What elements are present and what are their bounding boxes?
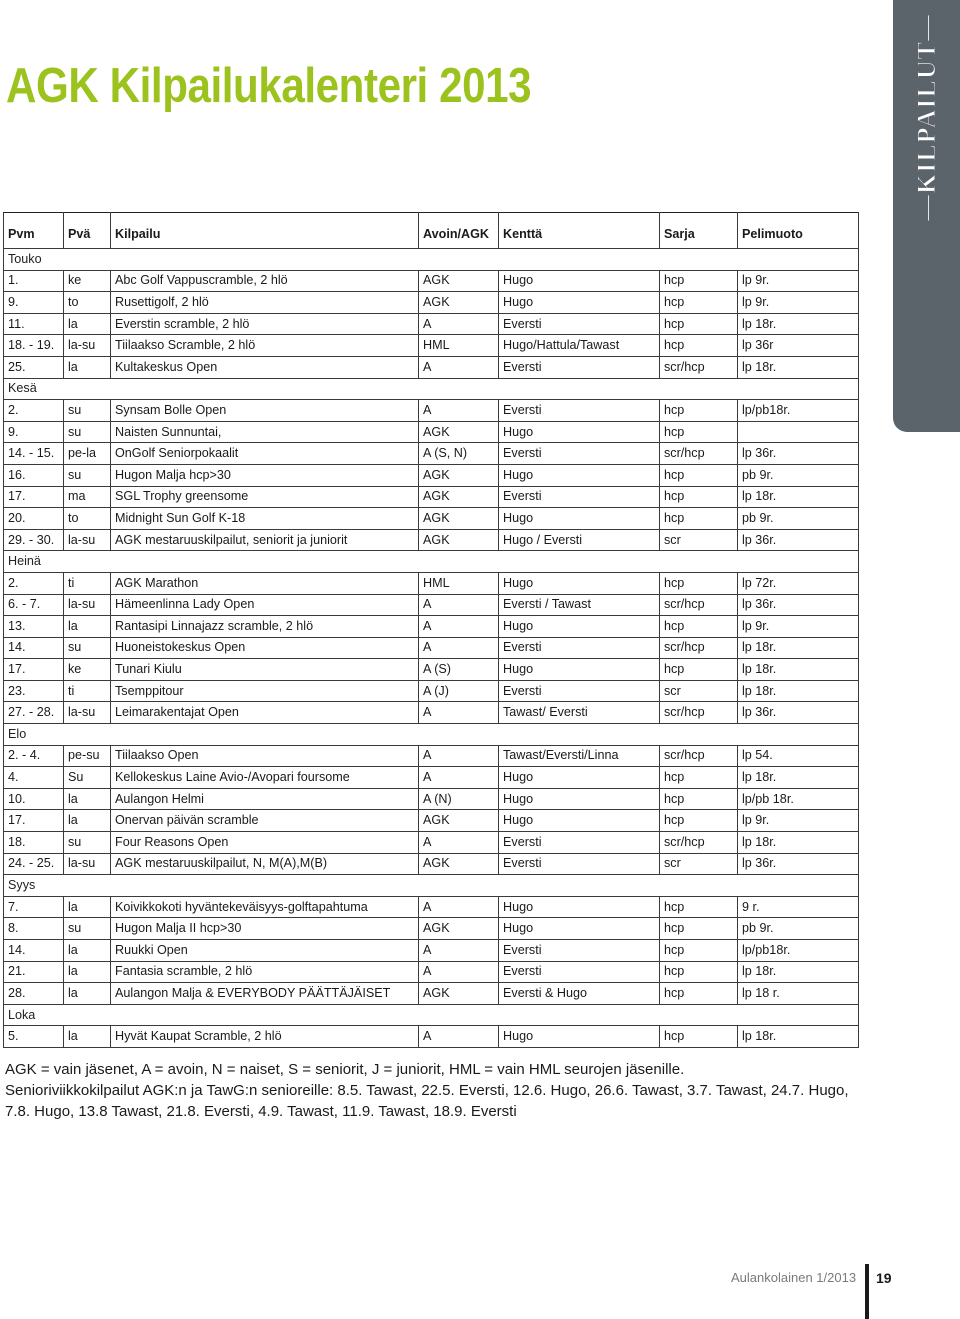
format-cell: lp 18r. [738, 680, 859, 702]
month-header-row [4, 724, 859, 746]
weekday-cell: pe-su [64, 745, 111, 767]
table-row [4, 616, 859, 638]
weekday-cell: la [64, 896, 111, 918]
weekday-cell: ke [64, 270, 111, 292]
section-tab [893, 0, 960, 432]
competition-cell: Fantasia scramble, 2 hlö [111, 961, 419, 983]
access-cell: AGK [419, 464, 499, 486]
competition-cell: AGK Marathon [111, 572, 419, 594]
course-cell: Eversti [499, 356, 660, 378]
table-row [4, 270, 859, 292]
series-cell: scr/hcp [660, 594, 738, 616]
format-cell: lp 18r. [738, 486, 859, 508]
series-cell: scr [660, 853, 738, 875]
column-header: Kilpailu [111, 213, 419, 249]
month-label: Heinä [4, 551, 859, 573]
competition-cell: Aulangon Malja & EVERYBODY PÄÄTTÄJÄISET [111, 983, 419, 1005]
table-row [4, 940, 859, 962]
course-cell: Eversti [499, 940, 660, 962]
date-cell: 17. [4, 659, 64, 681]
competition-cell: OnGolf Seniorpokaalit [111, 443, 419, 465]
access-cell: AGK [419, 292, 499, 314]
competition-cell: Onervan päivän scramble [111, 810, 419, 832]
access-cell: A (S) [419, 659, 499, 681]
date-cell: 20. [4, 508, 64, 530]
course-cell: Eversti [499, 400, 660, 422]
format-cell: lp 9r. [738, 810, 859, 832]
month-label: Kesä [4, 378, 859, 400]
access-cell: A [419, 767, 499, 789]
access-cell: AGK [419, 983, 499, 1005]
competition-cell: Hyvät Kaupat Scramble, 2 hlö [111, 1026, 419, 1048]
format-cell: lp 36r. [738, 853, 859, 875]
course-cell: Hugo [499, 572, 660, 594]
series-cell: hcp [660, 788, 738, 810]
section-tab-label: —KILPAILUT— [911, 14, 941, 221]
series-cell: hcp [660, 400, 738, 422]
date-cell: 16. [4, 464, 64, 486]
weekday-cell: to [64, 508, 111, 530]
month-header-row [4, 378, 859, 400]
competition-cell: Midnight Sun Golf K-18 [111, 508, 419, 530]
legend-abbreviations: AGK = vain jäsenet, A = avoin, N = naiset, S = seniorit, J = juniorit, HML = vain HML seurojen jäsenille. [5, 1061, 685, 1078]
date-cell: 8. [4, 918, 64, 940]
competition-cell: Tunari Kiulu [111, 659, 419, 681]
format-cell: lp 9r. [738, 292, 859, 314]
course-cell: Hugo [499, 616, 660, 638]
course-cell: Hugo / Eversti [499, 529, 660, 551]
course-cell: Hugo [499, 1026, 660, 1048]
series-cell: scr/hcp [660, 443, 738, 465]
column-header: Kenttä [499, 213, 660, 249]
access-cell: A [419, 637, 499, 659]
table-row [4, 313, 859, 335]
series-cell: hcp [660, 464, 738, 486]
access-cell: A (S, N) [419, 443, 499, 465]
weekday-cell: su [64, 400, 111, 422]
weekday-cell: su [64, 637, 111, 659]
access-cell: A [419, 832, 499, 854]
format-cell: lp 36r. [738, 529, 859, 551]
format-cell: lp/pb18r. [738, 940, 859, 962]
weekday-cell: la [64, 1026, 111, 1048]
access-cell: AGK [419, 508, 499, 530]
page-title: AGK Kilpailukalenteri 2013 [6, 59, 532, 113]
table-row [4, 918, 859, 940]
course-cell: Hugo [499, 767, 660, 789]
course-cell: Eversti & Hugo [499, 983, 660, 1005]
weekday-cell: pe-la [64, 443, 111, 465]
competition-cell: Hugon Malja II hcp>30 [111, 918, 419, 940]
column-header: Pvä [64, 213, 111, 249]
weekday-cell: la [64, 616, 111, 638]
weekday-cell: la [64, 810, 111, 832]
format-cell: lp 18r. [738, 1026, 859, 1048]
competition-cell: Ruukki Open [111, 940, 419, 962]
competition-cell: Four Reasons Open [111, 832, 419, 854]
format-cell: lp 72r. [738, 572, 859, 594]
format-cell: lp 18r. [738, 659, 859, 681]
table-header-row [4, 213, 859, 249]
series-cell: scr/hcp [660, 702, 738, 724]
course-cell: Eversti [499, 486, 660, 508]
date-cell: 11. [4, 313, 64, 335]
competition-cell: Naisten Sunnuntai, [111, 421, 419, 443]
access-cell: A [419, 594, 499, 616]
series-cell: hcp [660, 572, 738, 594]
date-cell: 24. - 25. [4, 853, 64, 875]
series-cell: hcp [660, 616, 738, 638]
access-cell: HML [419, 572, 499, 594]
format-cell: lp 9r. [738, 616, 859, 638]
competition-cell: Huoneistokeskus Open [111, 637, 419, 659]
column-header: Pvm [4, 213, 64, 249]
access-cell: AGK [419, 270, 499, 292]
series-cell: hcp [660, 486, 738, 508]
month-header-row [4, 551, 859, 573]
series-cell: hcp [660, 1026, 738, 1048]
competition-cell: Tiilaakso Scramble, 2 hlö [111, 335, 419, 357]
competition-cell: Rantasipi Linnajazz scramble, 2 hlö [111, 616, 419, 638]
format-cell: lp 18r. [738, 637, 859, 659]
format-cell: lp 36r [738, 335, 859, 357]
course-cell: Eversti [499, 680, 660, 702]
format-cell: lp 18r. [738, 832, 859, 854]
format-cell: lp 18 r. [738, 983, 859, 1005]
date-cell: 9. [4, 292, 64, 314]
format-cell: lp 36r. [738, 443, 859, 465]
month-label: Elo [4, 724, 859, 746]
access-cell: A [419, 702, 499, 724]
table-row [4, 788, 859, 810]
access-cell: A [419, 356, 499, 378]
access-cell: AGK [419, 853, 499, 875]
publication-name: Aulankolainen 1/2013 [731, 1270, 857, 1285]
competition-cell: Everstin scramble, 2 hlö [111, 313, 419, 335]
table-row [4, 745, 859, 767]
weekday-cell: la [64, 356, 111, 378]
page-number: 19 [876, 1270, 892, 1286]
table-row [4, 659, 859, 681]
course-cell: Hugo [499, 421, 660, 443]
series-cell: hcp [660, 335, 738, 357]
course-cell: Hugo [499, 270, 660, 292]
date-cell: 10. [4, 788, 64, 810]
weekday-cell: su [64, 464, 111, 486]
course-cell: Hugo [499, 918, 660, 940]
table-row [4, 680, 859, 702]
date-cell: 5. [4, 1026, 64, 1048]
competition-cell: Tsemppitour [111, 680, 419, 702]
competition-cell: Hugon Malja hcp>30 [111, 464, 419, 486]
table-row [4, 810, 859, 832]
column-header: Sarja [660, 213, 738, 249]
access-cell: A [419, 313, 499, 335]
course-cell: Hugo [499, 292, 660, 314]
access-cell: A [419, 961, 499, 983]
table-row [4, 508, 859, 530]
table-row [4, 594, 859, 616]
date-cell: 25. [4, 356, 64, 378]
course-cell: Hugo/Hattula/Tawast [499, 335, 660, 357]
competition-cell: Koivikkokoti hyväntekeväisyys-golftapahtuma [111, 896, 419, 918]
competition-calendar-table [3, 212, 859, 1048]
competition-cell: SGL Trophy greensome [111, 486, 419, 508]
date-cell: 1. [4, 270, 64, 292]
table-row [4, 702, 859, 724]
format-cell: lp 18r. [738, 356, 859, 378]
series-cell: hcp [660, 508, 738, 530]
date-cell: 17. [4, 486, 64, 508]
date-cell: 2. [4, 572, 64, 594]
access-cell: AGK [419, 810, 499, 832]
series-cell: hcp [660, 270, 738, 292]
table-row [4, 1026, 859, 1048]
date-cell: 27. - 28. [4, 702, 64, 724]
access-cell: A [419, 896, 499, 918]
table-row [4, 853, 859, 875]
access-cell: A [419, 1026, 499, 1048]
weekday-cell: su [64, 832, 111, 854]
series-cell: scr/hcp [660, 356, 738, 378]
format-cell: pb 9r. [738, 464, 859, 486]
format-cell: lp 18r. [738, 767, 859, 789]
date-cell: 6. - 7. [4, 594, 64, 616]
weekday-cell: la-su [64, 594, 111, 616]
competition-cell: Synsam Bolle Open [111, 400, 419, 422]
month-header-row [4, 1004, 859, 1026]
series-cell: hcp [660, 659, 738, 681]
competition-cell: Abc Golf Vappuscramble, 2 hlö [111, 270, 419, 292]
weekday-cell: la-su [64, 853, 111, 875]
month-header-row [4, 875, 859, 897]
series-cell: hcp [660, 767, 738, 789]
date-cell: 18. [4, 832, 64, 854]
course-cell: Tawast/Eversti/Linna [499, 745, 660, 767]
month-label: Touko [4, 249, 859, 271]
series-cell: hcp [660, 292, 738, 314]
format-cell: 9 r. [738, 896, 859, 918]
weekday-cell: la-su [64, 529, 111, 551]
course-cell: Hugo [499, 659, 660, 681]
table-row [4, 356, 859, 378]
course-cell: Eversti [499, 637, 660, 659]
access-cell: A [419, 745, 499, 767]
table-row [4, 637, 859, 659]
date-cell: 23. [4, 680, 64, 702]
table-row [4, 400, 859, 422]
access-cell: A (N) [419, 788, 499, 810]
series-cell: hcp [660, 940, 738, 962]
weekday-cell: ke [64, 659, 111, 681]
format-cell: lp 18r. [738, 313, 859, 335]
date-cell: 14. - 15. [4, 443, 64, 465]
date-cell: 2. - 4. [4, 745, 64, 767]
competition-cell: AGK mestaruuskilpailut, N, M(A),M(B) [111, 853, 419, 875]
weekday-cell: to [64, 292, 111, 314]
course-cell: Eversti / Tawast [499, 594, 660, 616]
competition-cell: Leimarakentajat Open [111, 702, 419, 724]
footer-divider [865, 1264, 869, 1319]
month-label: Loka [4, 1004, 859, 1026]
weekday-cell: la [64, 961, 111, 983]
series-cell: hcp [660, 810, 738, 832]
series-cell: hcp [660, 961, 738, 983]
date-cell: 9. [4, 421, 64, 443]
table-row [4, 896, 859, 918]
format-cell: lp/pb 18r. [738, 788, 859, 810]
course-cell: Eversti [499, 313, 660, 335]
course-cell: Eversti [499, 443, 660, 465]
format-cell: lp 18r. [738, 961, 859, 983]
access-cell: AGK [419, 421, 499, 443]
access-cell: AGK [419, 486, 499, 508]
access-cell: A (J) [419, 680, 499, 702]
series-cell: hcp [660, 918, 738, 940]
table-row [4, 335, 859, 357]
weekday-cell: la-su [64, 702, 111, 724]
weekday-cell: la [64, 313, 111, 335]
series-cell: hcp [660, 983, 738, 1005]
table-row [4, 486, 859, 508]
date-cell: 13. [4, 616, 64, 638]
table-row [4, 767, 859, 789]
access-cell: A [419, 616, 499, 638]
month-label: Syys [4, 875, 859, 897]
format-cell: pb 9r. [738, 918, 859, 940]
table-row [4, 832, 859, 854]
format-cell: lp 9r. [738, 270, 859, 292]
course-cell: Hugo [499, 810, 660, 832]
course-cell: Eversti [499, 853, 660, 875]
series-cell: scr [660, 680, 738, 702]
weekday-cell: la [64, 983, 111, 1005]
course-cell: Hugo [499, 508, 660, 530]
weekday-cell: ma [64, 486, 111, 508]
weekday-cell: la [64, 940, 111, 962]
course-cell: Tawast/ Eversti [499, 702, 660, 724]
weekday-cell: ti [64, 572, 111, 594]
course-cell: Eversti [499, 832, 660, 854]
competition-cell: Rusettigolf, 2 hlö [111, 292, 419, 314]
format-cell: lp 54. [738, 745, 859, 767]
format-cell: lp/pb18r. [738, 400, 859, 422]
competition-cell: Hämeenlinna Lady Open [111, 594, 419, 616]
table-row [4, 961, 859, 983]
date-cell: 18. - 19. [4, 335, 64, 357]
table-row [4, 983, 859, 1005]
series-cell: hcp [660, 313, 738, 335]
weekday-cell: la [64, 788, 111, 810]
course-cell: Eversti [499, 961, 660, 983]
series-cell: scr/hcp [660, 637, 738, 659]
date-cell: 21. [4, 961, 64, 983]
table-row [4, 443, 859, 465]
series-cell: scr/hcp [660, 832, 738, 854]
date-cell: 4. [4, 767, 64, 789]
table-row [4, 292, 859, 314]
course-cell: Hugo [499, 896, 660, 918]
legend-senior-competitions: Senioriviikkokilpailut AGK:n ja TawG:n senioreille: 8.5. Tawast, 22.5. Eversti, 12.6. Hugo, 26.6. Tawast, 3.7. Tawast, 24.7. Hugo, 7.8. Hugo, 13.8 Tawast, 21.8. Eversti, 4.9. Tawast, 11.9. Tawast, 18.9. Eversti [5, 1082, 849, 1120]
date-cell: 28. [4, 983, 64, 1005]
month-header-row [4, 249, 859, 271]
series-cell: scr/hcp [660, 745, 738, 767]
course-cell: Hugo [499, 788, 660, 810]
date-cell: 2. [4, 400, 64, 422]
format-cell: pb 9r. [738, 508, 859, 530]
access-cell: AGK [419, 918, 499, 940]
series-cell: hcp [660, 421, 738, 443]
series-cell: hcp [660, 896, 738, 918]
competition-cell: Aulangon Helmi [111, 788, 419, 810]
date-cell: 17. [4, 810, 64, 832]
column-header: Pelimuoto [738, 213, 859, 249]
table-row [4, 529, 859, 551]
format-cell: lp 36r. [738, 702, 859, 724]
table-row [4, 464, 859, 486]
date-cell: 14. [4, 940, 64, 962]
date-cell: 29. - 30. [4, 529, 64, 551]
date-cell: 7. [4, 896, 64, 918]
table-row [4, 421, 859, 443]
access-cell: A [419, 400, 499, 422]
competition-cell: AGK mestaruuskilpailut, seniorit ja juniorit [111, 529, 419, 551]
table-body [4, 249, 859, 1048]
column-header: Avoin/AGK [419, 213, 499, 249]
weekday-cell: su [64, 421, 111, 443]
access-cell: A [419, 940, 499, 962]
course-cell: Hugo [499, 464, 660, 486]
weekday-cell: la-su [64, 335, 111, 357]
weekday-cell: Su [64, 767, 111, 789]
format-cell [738, 421, 859, 443]
access-cell: HML [419, 335, 499, 357]
weekday-cell: su [64, 918, 111, 940]
weekday-cell: ti [64, 680, 111, 702]
format-cell: lp 36r. [738, 594, 859, 616]
access-cell: AGK [419, 529, 499, 551]
competition-cell: Tiilaakso Open [111, 745, 419, 767]
date-cell: 14. [4, 637, 64, 659]
competition-cell: Kellokeskus Laine Avio-/Avopari foursome [111, 767, 419, 789]
series-cell: scr [660, 529, 738, 551]
competition-cell: Kultakeskus Open [111, 356, 419, 378]
table-row [4, 572, 859, 594]
legend [5, 1059, 855, 1122]
